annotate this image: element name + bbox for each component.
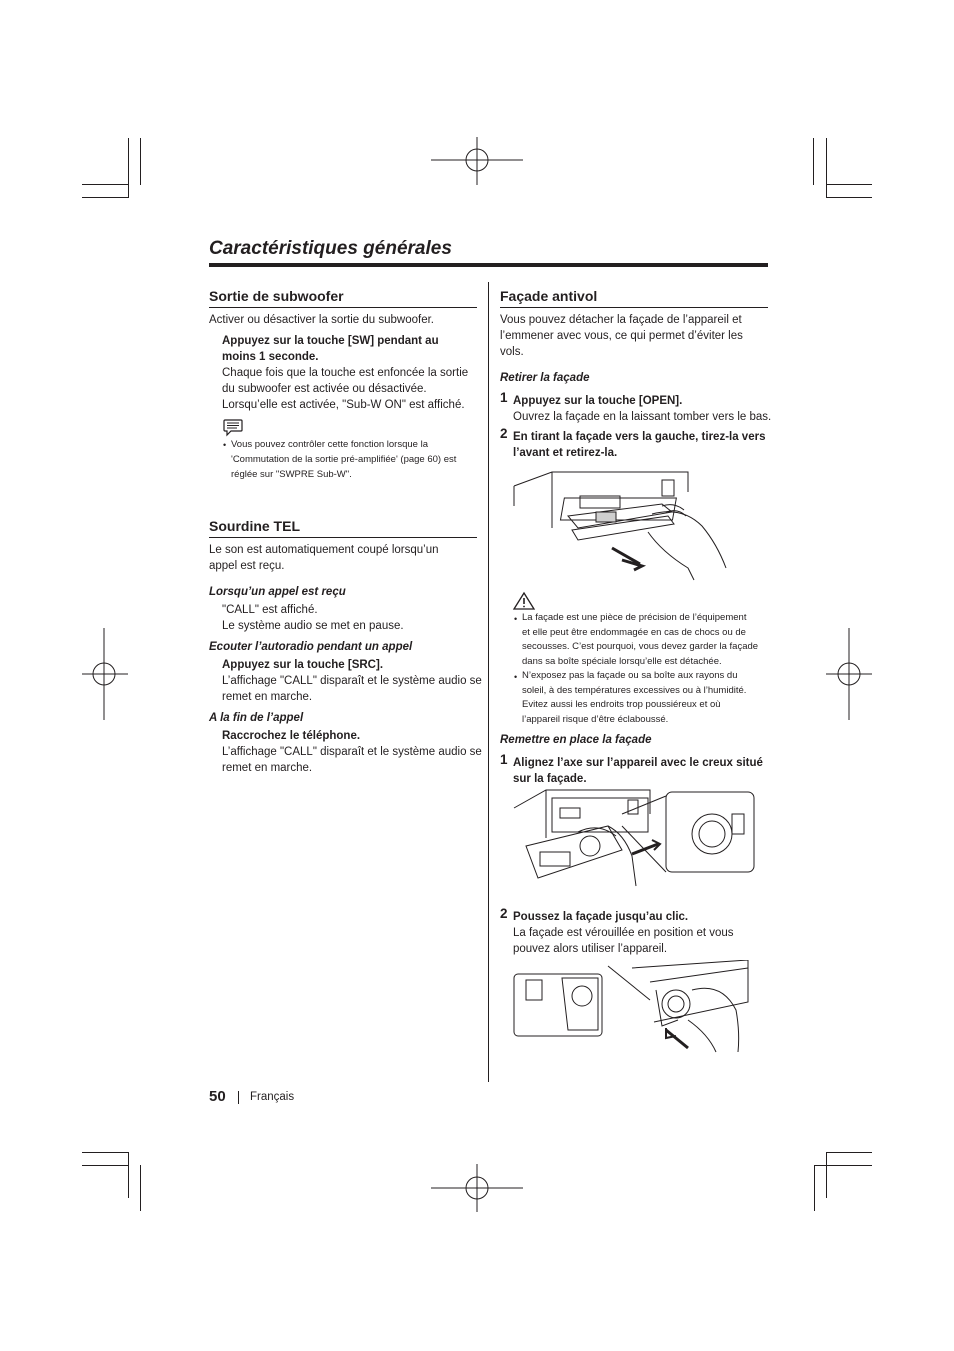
subwoofer-intro: Activer ou désactiver la sortie du subwoofer. (209, 314, 435, 326)
subwoofer-desc: du subwoofer est activée ou désactivée. (222, 383, 427, 395)
tel-text: remet en marche. (222, 762, 313, 774)
tel-text: L’affichage "CALL" disparaît et le système audio se (222, 746, 482, 758)
subwoofer-note: 'Commutation de la sortie pré-amplifiée' (page 60) est (231, 454, 457, 465)
warning-text: l’appareil risque d’être éclaboussé. (522, 714, 669, 725)
remettre-step1: Alignez l’axe sur l’appareil avec le creux situé (513, 757, 763, 769)
illustration-push-faceplate (512, 960, 752, 1054)
crop-mark (826, 1152, 827, 1198)
antivol-intro: l’emmener avec vous, ce qui permet d’éviter les (500, 330, 743, 342)
crop-mark (128, 1152, 129, 1198)
subwoofer-action: moins 1 seconde. (222, 351, 319, 363)
retirer-step1-desc: Ouvrez la façade en la laissant tomber vers le bas. (513, 411, 772, 423)
crop-mark (814, 1165, 815, 1211)
tel-subheading: A la fin de l’appel (209, 712, 304, 724)
remettre-step1: sur la façade. (513, 773, 587, 785)
crop-mark (140, 138, 141, 185)
warning-text: Evitez aussi les endroits trop poussiéreux et où (522, 699, 721, 710)
page-title: Caractéristiques générales (209, 238, 452, 259)
crop-mark (813, 138, 814, 185)
footer-separator (238, 1091, 239, 1104)
section-heading-antivol: Façade antivol (500, 288, 598, 304)
crop-mark (140, 1165, 141, 1211)
warning-text: La façade est une pièce de précision de l’équipement (522, 612, 747, 623)
registration-mark (826, 628, 872, 720)
tel-action: Raccrochez le téléphone. (222, 730, 361, 742)
crop-mark (82, 184, 129, 185)
crop-mark (128, 138, 129, 198)
step-number: 2 (500, 906, 508, 921)
subwoofer-desc: Lorsqu’elle est activée, "Sub-W ON" est affiché. (222, 399, 465, 411)
crop-mark (826, 184, 872, 185)
crop-mark (814, 1165, 872, 1166)
registration-mark (431, 137, 523, 185)
retirer-heading: Retirer la façade (500, 372, 590, 384)
bullet: • (514, 614, 518, 624)
step-number: 1 (500, 390, 508, 405)
illustration-align-faceplate (512, 786, 758, 902)
remettre-step2: Poussez la façade jusqu’au clic. (513, 911, 689, 923)
remettre-heading: Remettre en place la façade (500, 734, 652, 746)
registration-mark (431, 1164, 523, 1212)
tel-text: L’affichage "CALL" disparaît et le système audio se (222, 675, 482, 687)
step-number: 2 (500, 426, 508, 441)
title-rule (209, 263, 768, 267)
tel-subheading: Lorsqu’un appel est reçu (209, 586, 346, 598)
remettre-step2-desc: pouvez alors utiliser l’appareil. (513, 943, 668, 955)
crop-mark (82, 1165, 129, 1166)
tel-action: Appuyez sur la touche [SRC]. (222, 659, 384, 671)
crop-mark (826, 138, 827, 198)
bullet: • (514, 672, 518, 682)
illustration-detach-faceplate (512, 466, 728, 586)
tel-text: "CALL" est affiché. (222, 604, 318, 616)
antivol-intro: Vous pouvez détacher la façade de l’appareil et (500, 314, 742, 326)
warning-text: soleil, à des températures excessives ou à l’humidité. (522, 685, 747, 696)
warning-text: N’exposez pas la façade ou sa boîte aux rayons du (522, 670, 738, 681)
retirer-step2: En tirant la façade vers la gauche, tirez-la vers (513, 431, 766, 443)
subwoofer-note: réglée sur "SWPRE Sub-W". (231, 469, 352, 480)
step-number: 1 (500, 752, 508, 767)
registration-mark (82, 628, 128, 720)
section-rule (500, 307, 768, 308)
section-heading-tel: Sourdine TEL (209, 518, 300, 534)
warning-icon (512, 591, 536, 611)
retirer-step2: l’avant et retirez-la. (513, 447, 618, 459)
section-rule (209, 537, 477, 538)
crop-mark (826, 1152, 872, 1153)
antivol-intro: vols. (500, 346, 524, 358)
warning-text: et elle peut être endommagée en cas de chocs ou de (522, 627, 746, 638)
crop-mark (82, 1152, 129, 1153)
crop-mark (826, 197, 872, 198)
tel-intro: Le son est automatiquement coupé lorsqu’un (209, 544, 439, 556)
retirer-step1: Appuyez sur la touche [OPEN]. (513, 395, 683, 407)
subwoofer-desc: Chaque fois que la touche est enfoncée la sortie (222, 367, 469, 379)
warning-text: dans sa boîte spéciale lorsqu’elle est détachée. (522, 656, 722, 667)
tel-intro: appel est reçu. (209, 560, 285, 572)
tel-text: Le système audio se met en pause. (222, 620, 404, 632)
subwoofer-action: Appuyez sur la touche [SW] pendant au (222, 335, 439, 347)
section-heading-subwoofer: Sortie de subwoofer (209, 288, 344, 304)
note-icon (222, 418, 244, 438)
subwoofer-note: Vous pouvez contrôler cette fonction lorsque la (231, 439, 428, 450)
warning-text: secousses. C’est pourquoi, vous devez garder la façade (522, 641, 759, 652)
bullet: • (223, 440, 227, 450)
section-rule (209, 307, 477, 308)
footer-language: Français (250, 1091, 295, 1103)
tel-subheading: Ecouter l’autoradio pendant un appel (209, 641, 413, 653)
page-number: 50 (209, 1088, 226, 1105)
crop-mark (82, 197, 129, 198)
remettre-step2-desc: La façade est vérouillée en position et vous (513, 927, 734, 939)
column-divider (488, 282, 489, 1082)
tel-text: remet en marche. (222, 691, 313, 703)
